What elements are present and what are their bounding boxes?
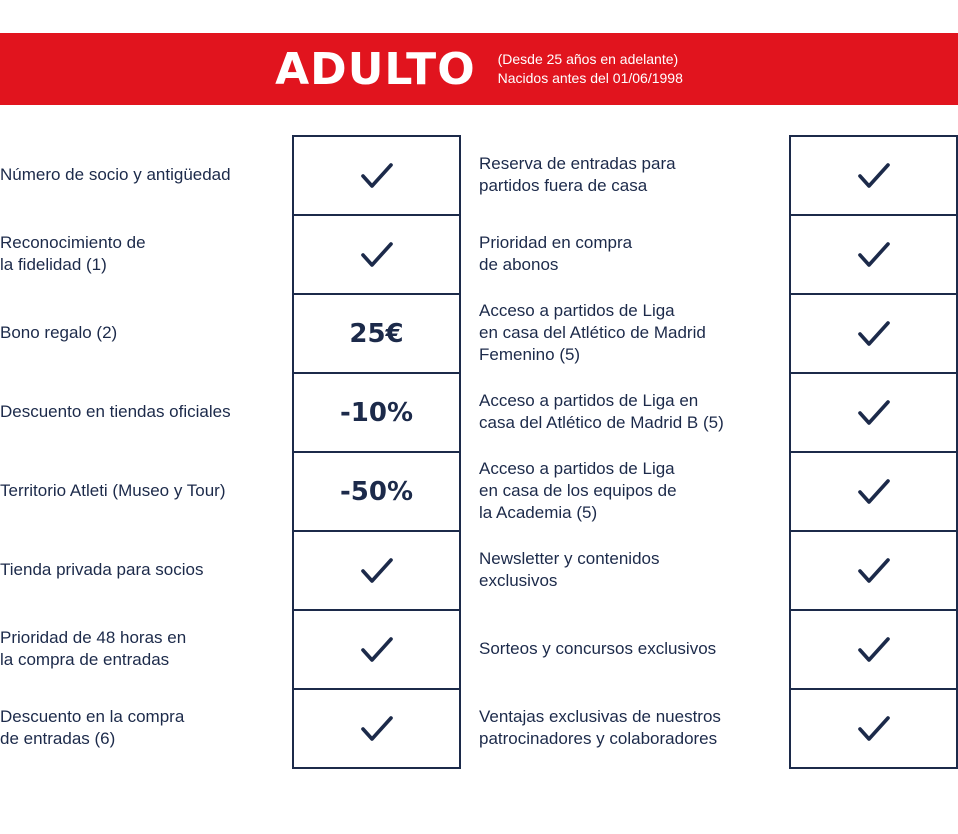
left-benefit-label: Reconocimiento de la fidelidad (1) xyxy=(0,232,146,274)
left-benefit-cell xyxy=(292,453,461,532)
left-benefit-label: Descuento en la compra de entradas (6) xyxy=(0,706,185,748)
checkmark-icon xyxy=(857,477,891,507)
checkmark-icon xyxy=(360,714,394,744)
right-benefit-label: Prioridad en compra de abonos xyxy=(479,232,633,274)
left-benefit-label: Bono regalo (2) xyxy=(0,322,118,342)
checkmark-icon xyxy=(857,635,891,665)
left-benefit-cell xyxy=(292,690,461,769)
checkmark-icon xyxy=(857,398,891,428)
checkmark-icon xyxy=(857,556,891,586)
checkmark-icon xyxy=(360,556,394,586)
page-title: ADULTO xyxy=(275,43,476,95)
right-benefit-cell xyxy=(789,611,958,690)
left-benefit-label: Número de socio y antigüedad xyxy=(0,164,231,184)
left-benefit-value: 25€ xyxy=(349,318,404,349)
left-benefit-label: Prioridad de 48 horas en la compra de entradas xyxy=(0,627,187,669)
checkmark-icon xyxy=(360,161,394,191)
left-benefit-cell xyxy=(292,374,461,453)
checkmark-icon xyxy=(857,714,891,744)
left-benefit-cell xyxy=(292,216,461,295)
header-subtitle-age: (Desde 25 años en adelante) xyxy=(497,51,679,67)
right-benefit-cell xyxy=(789,374,958,453)
right-benefit-label: Reserva de entradas para partidos fuera de casa xyxy=(479,153,676,195)
header-banner xyxy=(0,33,958,105)
right-benefit-label: Acceso a partidos de Liga en casa del Atlético de Madrid B (5) xyxy=(479,390,724,432)
right-benefit-cell xyxy=(789,453,958,532)
left-benefit-label: Territorio Atleti (Museo y Tour) xyxy=(0,480,226,500)
right-benefit-label: Acceso a partidos de Liga en casa de los equipos de la Academia (5) xyxy=(479,458,677,522)
right-benefit-cell xyxy=(789,135,958,216)
right-benefit-cell xyxy=(789,216,958,295)
left-benefit-value: -50% xyxy=(339,476,414,507)
right-benefit-label: Sorteos y concursos exclusivos xyxy=(479,638,717,658)
right-benefit-label: Newsletter y contenidos exclusivos xyxy=(479,548,660,590)
checkmark-icon xyxy=(857,240,891,270)
left-benefit-cell xyxy=(292,532,461,611)
header-subtitle xyxy=(498,50,683,88)
right-benefit-cell xyxy=(789,532,958,611)
checkmark-icon xyxy=(857,319,891,349)
left-benefit-cell xyxy=(292,295,461,374)
left-benefit-label: Tienda privada para socios xyxy=(0,559,204,579)
right-benefit-cell xyxy=(789,295,958,374)
checkmark-icon xyxy=(360,240,394,270)
header-subtitle-birthdate: Nacidos antes del 01/06/1998 xyxy=(497,70,683,86)
checkmark-icon xyxy=(857,161,891,191)
left-benefit-cell xyxy=(292,135,461,216)
right-benefit-label: Acceso a partidos de Liga en casa del Atlético de Madrid Femenino (5) xyxy=(479,300,706,364)
right-benefit-cell xyxy=(789,690,958,769)
left-benefit-cell xyxy=(292,611,461,690)
left-benefit-value: -10% xyxy=(339,397,414,428)
left-benefit-label: Descuento en tiendas oficiales xyxy=(0,401,231,421)
checkmark-icon xyxy=(360,635,394,665)
right-benefit-label: Ventajas exclusivas de nuestros patrocinadores y colaboradores xyxy=(479,706,721,748)
